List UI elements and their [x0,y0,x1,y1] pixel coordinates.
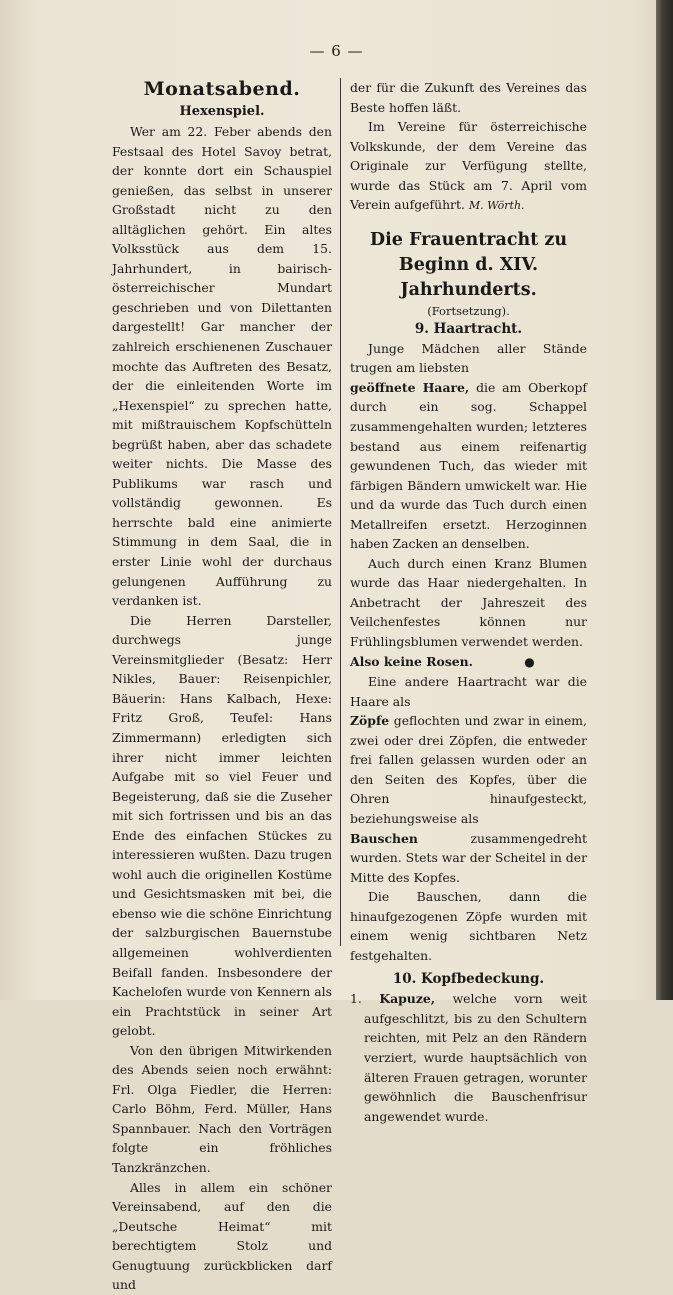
paragraph [350,711,587,828]
paragraph: Die Bauschen, dann die hinaufgezogenen Zöpfe wurden mit einem wenig sichtbaren Netz festgehalten. [350,889,587,963]
paragraph-text: geflochten und zwar in einem, zwei oder drei Zöpfen, die entweder frei fallen gelassen wurden oder an den Seiten des Kopfes, über die Ohren hinaufgesteckt, beziehungsweise als [350,713,587,826]
right-column [350,72,587,1126]
term-kapuze: Kapuze, [379,991,436,1007]
term-geoeffnete-haare: geöffnete Haare, [350,379,470,395]
page-number: — 6 — [309,42,364,60]
numbered-item [350,989,587,1126]
paragraph [350,117,587,216]
paragraph: Auch durch einen Kranz Blumen wurde das Haar niedergehalten. In Anbetracht der Jahreszeit des Veilchenfestes können nur Frühlingsblumen verwendet werden. [350,555,587,650]
term-zoepfe: Zöpfe [350,713,390,729]
paragraph: Eine andere Haartracht war die Haare als [350,674,587,709]
section-heading-kopfbedeckung: 10. Kopfbedeckung. [392,971,545,988]
continuation-note: (Fortsetzung). [427,303,510,318]
article-title-frauentracht: Die Frauentracht zu Beginn d. XIV. Jahrhunderts. [369,229,568,300]
paragraph-text: die am Oberkopf durch ein sog. Schappel zusammengehalten wurden; letzteres bestand aus einem reifenartig gewundenen Tuch, das wieder mit färbigen Bändern umwickelt war. Hie und da wurde das Tuch durch einen Metallreifen ersetzt. Herzoginnen haben Zacken an denselben. [350,379,587,552]
paragraph-text: Im Vereine für österreichische Volkskunde, der dem Vereine das Originale zur Verfügung stellte, wurde das Stück am 7. April vom Verein aufgeführt. [350,119,587,213]
bullet-mark: ● [524,654,535,669]
author-signature: M. Wörth. [468,199,525,213]
column-divider [340,78,341,946]
next-page-edge [656,0,673,1000]
left-column [112,72,332,1295]
term-also-keine-rosen: Also keine Rosen. [350,653,473,669]
paragraph: Von den übrigen Mitwirkenden des Abends seien noch erwähnt: Frl. Olga Fiedler, die Herren: Carlo Böhm, Ferd. Müller, Hans Spannbauer. Nach den Vorträgen folgte ein fröhliches Tanzkränzchen. [112,1042,332,1175]
paragraph [350,378,587,554]
article-subtitle-hexenspiel: Hexenspiel. [179,104,265,119]
paragraph-text: welche vorn weit aufgeschlitzt, bis zu den Schultern reichten, mit Pelz an den Rändern verziert, wurde hauptsächlich von älteren Frauen getragen, worunter gewöhnlich die Bauschenfrisur angewendet wurde. [364,991,587,1124]
term-bauschen: Bauschen [350,830,418,846]
paragraph: Junge Mädchen aller Stände trugen am liebsten [350,340,587,376]
paragraph [350,829,587,888]
paragraph-text: zusammengedreht wurden. Stets war der Scheitel in der Mitte des Kopfes. [350,830,587,885]
paragraph: Alles in allem ein schöner Vereinsabend, auf den die „Deutsche Heimat“ mit berechtigtem Stolz und Genugtuung zurückblicken darf und [112,1179,332,1293]
paragraph-continued: der für die Zukunft des Vereines das Beste hoffen läßt. [350,80,587,115]
item-number: 1. [350,991,362,1007]
paragraph: Wer am 22. Feber abends den Festsaal des Hotel Savoy betrat, der konnte dort ein Schauspiel genießen, das selbst in unserer Großstadt nicht zu den alltäglichen gehört. Ein altes Volksstück aus dem 15. Jahrhundert, in bairisch-österreichischer Mundart geschrieben und von Dilettanten dargestellt! Gar mancher der zahlreich erschienenen Zuschauer mochte das Auftreten des Besatz, der die einleitenden Worte im „Hexenspiel“ zu sprechen hatte, mit mißtrauischem Kopfschütteln begrüßt haben, aber das schadete weiter nichts. Die Masse des Publikums war rasch und vollständig gewonnen. Es herrschte bald eine animierte Stimmung in dem Saal, die in erster Linie wohl der durchaus gelungenen Aufführung zu verdanken ist. [112,124,332,609]
paragraph [350,652,587,673]
paragraph: Die Herren Darsteller, durchwegs junge Vereinsmitglieder (Besatz: Herr Nikles, Bauer: Reisenpichler, Bäuerin: Hans Kalbach, Hexe: Fritz Groß, Teufel: Hans Zimmermann) erledigten sich ihrer nicht immer leichten Aufgabe mit so viel Feuer und Begeisterung, daß sie die Zuseher mit sich fortrissen und bis an das Ende des einfachen Stückes zu interessieren wußten. Dazu trugen wohl auch die originellen Kostüme und Gesichtsmasken mit bei, die ebenso wie die schöne Einrichtung der salzburgischen Bauernstube allgemeinen wohlverdienten Beifall fanden. Insbesondere der Kachelofen wurde von Kennern als ein Prachtstück in seiner Art gelobt. [112,612,332,1039]
section-heading-haartracht: 9. Haartracht. [414,320,523,337]
article-title-monatsabend: Monatsabend. [143,78,301,100]
